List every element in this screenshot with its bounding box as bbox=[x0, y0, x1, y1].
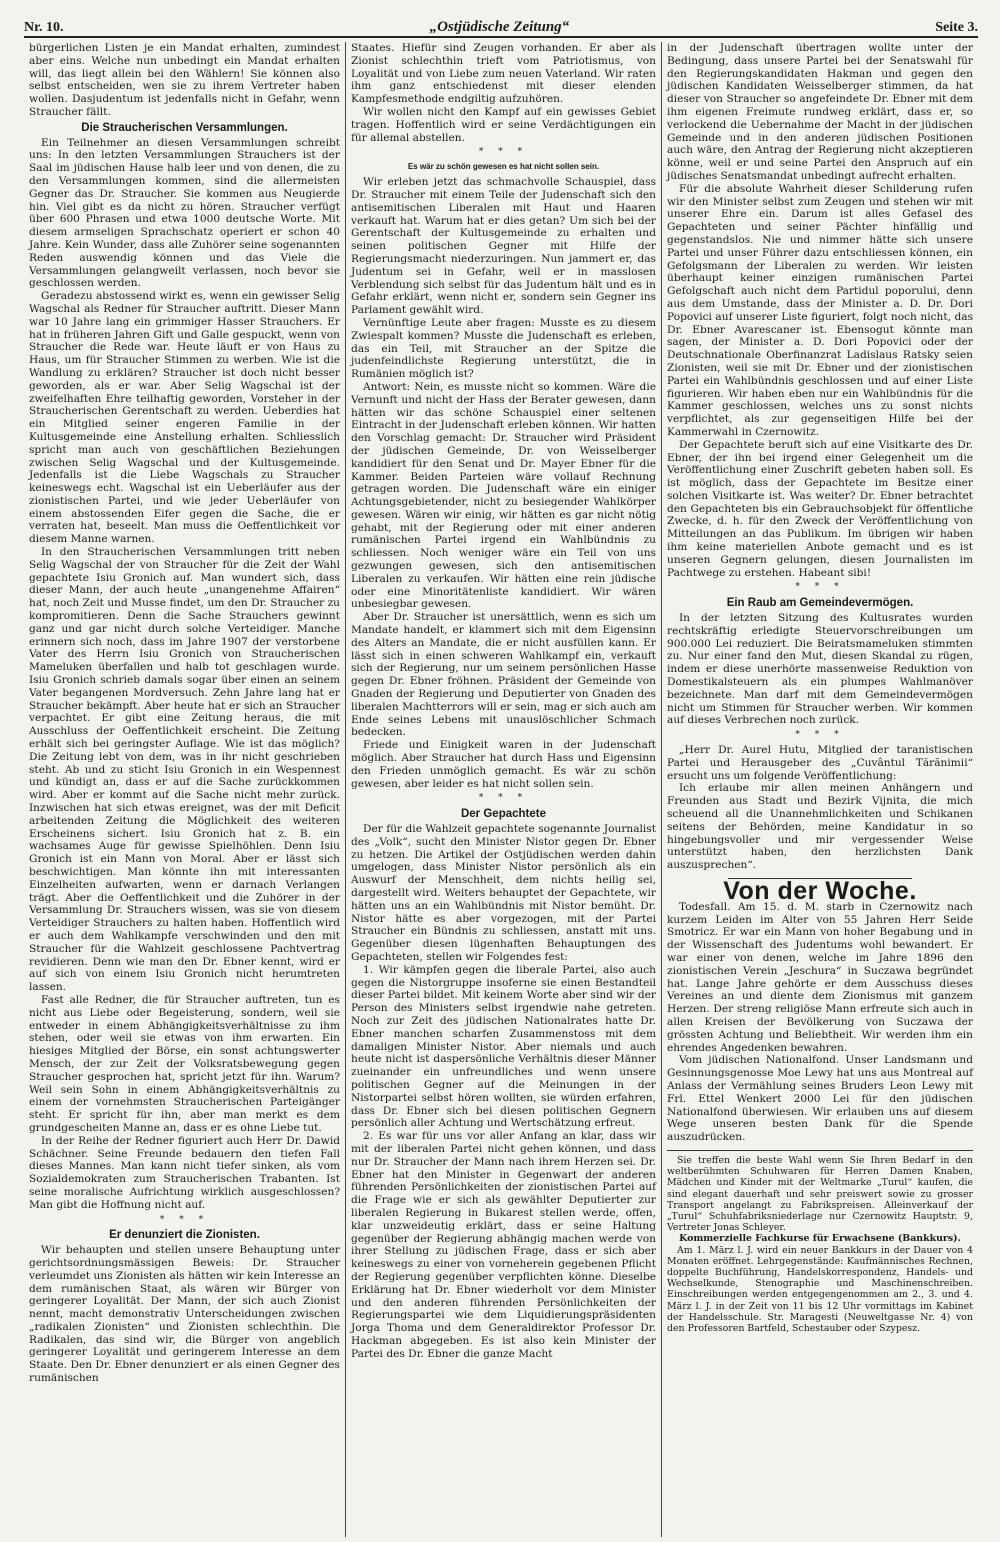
section-divider-stars: * * * bbox=[795, 582, 845, 593]
paragraph: 1. Wir kämpfen gegen die liberale Partei, also auch gegen die Nistorgruppe insoferne sie einen Bestandteil dieser Partei bildet. Mit keinem Worte aber sind wir der Person des Ministers selbst irgendwie nahe getreten. Noch zur Zeit des jüdischen Nationalrates hatte Dr. Ebner manchen scharfen Zusammenstoss mit dem damaligen Minister Nistor. Aber niemals und auch heute nicht ist daspersönliche Verhältnis dieser Männer zueinander ein unfreundliches und wenn unsere politischen Gegner auf die Meinungen in der Nistorpartei selbst hören wollten, sie würden erfahren, dass Dr. Ebner sich bei diesen politischen Gegnern persönlich aller Achtung und Wertschätzung erfreut. bbox=[351, 963, 656, 1130]
section-heading: Die Straucherischen Versammlungen. bbox=[81, 121, 288, 134]
paragraph: Der Gepachtete beruft sich auf eine Visitkarte des Dr. Ebner, der ihn bei irgend einer Gelegenheit um die Veröffentlichung einer Zuschrift gebeten haben soll. Es ist möglich, dass der Gepachtete im Besitze einer solchen Visitkarte ist. Was weiter? Dr. Ebner betrachtet den Gepachteten bis ein Gebrauchsobjekt für öffentliche Zwecke, d. h. für den Zweck der Veröffentlichung von Mitteilungen an das Publikum. Im übrigen wir haben ihm keine materiellen Anbote gemacht und es ist unseren Gegnern gelungen, diesen Journalisten im Pachtwege zu erstehen. Habeant sibi! bbox=[667, 438, 973, 579]
section-divider-stars: * * * bbox=[478, 793, 529, 804]
paragraph: In der Reihe der Redner figuriert auch Herr Dr. Dawid Schächner. Seine Freunde bedauern den tiefen Fall dieses Mannes. Man kann nicht tiefer sinken, als vom Sozialdemokraten zum Straucherischen Trabanten. Ist seine moralische Aufrichtung wirklich ausgeschlossen? Man gibt die Hoffnung nicht auf. bbox=[29, 1134, 340, 1211]
paragraph: „Herr Dr. Aurel Hutu, Mitglied der taranistischen Partei und Herausgeber des „Cuvântul Tărănimii“ ersucht uns um folgende Veröffentlichung: bbox=[667, 744, 973, 782]
page-number: Seite 3. bbox=[935, 20, 978, 35]
section-heading: Er denunziert die Zionisten. bbox=[109, 1229, 260, 1242]
issue-number: Nr. 10. bbox=[24, 20, 64, 35]
paragraph: Friede und Einigkeit waren in der Judenschaft möglich. Aber Straucher hat durch Hass und Eigensinn den Frieden unmöglich gemacht. Es wär zu schön gewesen, aber leider es hat nicht sollen sein. bbox=[351, 739, 656, 790]
paragraph: Fast alle Redner, die für Straucher auftreten, tun es nicht aus Liebe oder Begeisterung, sondern, weil sie entweder in einem Abhängigkeitsverhältnisse zu ihm stehen, oder weil sie etwas von ihm erwarten. Ein hiesiges Mitglied der Börse, ein sonst achtungswerter Mensch, der zur Zeit der Volksratsbewegung gegen Straucher gesprochen hat, spricht jetzt für ihn. Warum? Weil sein Sohn in einem Abhängigkeitsverhältnis zu einem der vornehmsten Straucherischen Parteigänger steht. Er spricht für ihn, aber man merkt es dem grundgescheiten Manne an, dass er es ohne Liebe tut. bbox=[29, 993, 340, 1134]
paragraph: Für die absolute Wahrheit dieser Schilderung rufen wir den Minister selbst zum Zeugen und stehen wir mit unserer Ehre ein. Darum ist alles Gefasel des Gepachteten und seiner Pächter hinfällig und gegenstandslos. Nie und nimmer hätte sich unsere Partei und unser Führer dazu entschliessen können, ein Gefolgsmann der Liberalen zu werden. Wir leisten überhaupt keiner einzigen rumänischen Partei Gefolgschaft auch nicht dem Partidul poporului, denn aus dem Umstande, dass der Minister a. D. Dr. Dori Popovici auf unserer Liste figuriert, folgt noch nicht, das Dr. Ebner Avarescaner ist. Ebensogut könnte man sagen, der Minister a. D. Dori Popovici oder der Deutschnationale Oberfinanzrat Ladislaus Ratsky seien Zionisten, weil sie mit Dr. Ebner und der zionistischen Partei ein Wahlbündnis geschlossen und auf einer Liste figurieren. Wir haben eben nur ein Wahlbündnis für die Kammer geschlossen, welches uns zu sonst nichts verpflichtet, als zur gegenseitigen Hilfe bei der Kammerwahl in Czernowitz. bbox=[667, 182, 973, 438]
advertisement-box bbox=[667, 1150, 973, 1334]
newspaper-title: „Ostjüdische Zeitung“ bbox=[429, 19, 570, 35]
paragraph: bürgerlichen Listen je ein Mandat erhalten, zumindest aber eins. Welche nun unbedingt ein Mandat erhalten will, das liegt allein bei den Wählern! Sie können also selbst entscheiden, wen sie zu ihrem Vertreter haben wollen. Dasjudentum ist jedenfalls nicht in Gefahr, wenn Straucher fällt. bbox=[29, 42, 340, 118]
paragraph: Geradezu abstossend wirkt es, wenn ein gewisser Selig Wagschal als Redner für Straucher auftritt. Dieser Mann war 10 Jahre lang ein grimmiger Hasser Strauchers. Er hat in früheren Jahren Gift und Galle gespuckt, wenn von Straucher die Rede war. Heute läuft er von Haus zu Haus, um für Straucher Stimmen zu werben. Wie ist die Wandlung zu erklären? Straucher ist doch nicht besser geworden, als er war. Aber Selig Wagschal ist der zweifelhaften Ehre teilhaftig geworden, Vorsteher in der Straucherischen Gerentschaft zu werden. Ueberdies hat ein Mitglied seiner engeren Familie in der Kultusgemeinde eine Anstellung erhalten. Schliesslich spricht man auch von geschäftlichen Beziehungen zwischen Selig Wagschal und der Kultusgemeinde. Jedenfalls ist die Liebe Wagschals zu Straucher keineswegs echt. Wagschal ist ein Ueberläufer aus der zionistischen Partei, und wie jeder Ueberläufer von einem abstossenden Eifer gegen die Sache, die er verraten hat, beseelt. Man muss die Oeffentlichkeit vor diesem Manne warnen. bbox=[29, 290, 340, 546]
paragraph: Staates. Hiefür sind Zeugen vorhanden. Er aber als Zionist schlechthin trieft vom Patriotismus, von Loyalität und von Liebe zum neuen Vaterland. Wir raten ihm ganz entschiedenst mit dieser elenden Kampfesmethode endgiltig aufzuhören. bbox=[351, 42, 656, 106]
paragraph: Ein Teilnehmer an diesen Versammlungen schreibt uns: In den letzten Versammlungen Strauchers ist der Saal im jüdischen Hause halb leer und von denen, die zu den Versammlungen kommen, sind die allermeisten Gegner das Dr. Straucher. Sie kommen aus Neugierde hin. Viel gibt es da nicht zu hören. Straucher verfügt über 600 Phrasen und etwa 1000 deutsche Worte. Mit diesem armseligen Sprachschatz operiert er schon 40 Jahre. Kein Wunder, dass alle Zuhörer seine sogenannten Reden auswendig können und das Viele die Versammlungen gelangweilt verlassen, noch bevor sie geschlossen werden. bbox=[29, 136, 340, 290]
paragraph: Wir erleben jetzt das schmachvolle Schauspiel, dass Dr. Straucher mit einem Teile der Judenschaft sich den antisemitischen Liberalen mit Haut und Haaren verkauft hat. Warum hat er dies getan? Um sich bei der Gerentschaft der Kultusgemeinde zu erhalten und seinen politischen Gegner mit Hilfe der Regierungsmacht niederzuringen. Nun jammert er, das Judentum sei in Gefahr, weil er in masslosen Verblendung sich selbst für das Judentum hält und es in Gefahr erklärt, wenn nicht er, sondern sein Gegner ins Parlament gewählt wird. bbox=[351, 176, 656, 317]
paragraph: Vernünftige Leute aber fragen: Musste es zu diesem Zwiespalt kommen? Musste die Judenschaft es erleben, das ein Teil, mit Straucher an der Spitze die judenfeindlichste Regierung unterstützt, die in Rumänien möglich ist? bbox=[351, 316, 656, 381]
paragraph: Wir wollen nicht den Kampf auf ein gewisses Gebiet tragen. Hoffentlich wird er seine Verdächtigungen ein für allemal abstellen. bbox=[351, 105, 656, 144]
section-divider-stars: * * * bbox=[478, 147, 529, 158]
advertisement-text: Am 1. März l. J. wird ein neuer Bankkurs in der Dauer von 4 Monaten eröffnet. Lehrgegenstände: Kaufmännisches Rechnen, doppelte Buchführung, Handelskorrespondenz, Handels- und Wechselkunde, Stenographie und Maschinenschreiben. Einschreibungen werden entgegengenommen am 2., 3. und 4. März l. J. in der Zeit von 11 bis 12 Uhr vormittags im Kabinet der Handelsschule. Str. Maragesti (Neuweltgasse Nr. 4) von den Professoren Bartfeld, Schestauber oder Szypesz. bbox=[667, 1244, 973, 1334]
advertisement-heading: Kommerzielle Fachkurse für Erwachsene (Bankkurs). bbox=[679, 1233, 961, 1245]
paragraph: Vom jüdischen Nationalfond. Unser Landsmann und Gesinnungsgenosse Moe Lewy hat uns aus Montreal auf Anlass der Vermählung seines Bruders Leon Lewy mit Frl. Ettel Wenkert 2000 Lei für den jüdischen Nationalfond überwiesen. Wir erlauben uns auf diesem Wege unseren besten Dank für die Spende auszudrücken. bbox=[667, 1054, 973, 1144]
columns bbox=[24, 42, 978, 1537]
section-divider-stars: * * * bbox=[795, 730, 845, 741]
paragraph: Ich erlaube mir allen meinen Anhängern und Freunden aus Stadt und Bezirk Vijnita, die mich scheuend all die Unannehmlichkeiten und Schikanen seitens der Behörden, meine Kandidatur in so hingebungsvoller und mir vergessender Weise unterstützt haben, den herzlichsten Dank auszusprechen“. bbox=[667, 782, 973, 872]
paragraph: Aber Dr. Straucher ist unersättlich, wenn es sich um Mandate handelt, er klammert sich mit dem Eigensinn des Alters an Mandate, die er nicht ausfüllen kann. Er lässt sich in einen schweren Wahlkampf ein, verkauft sich der Regierung, nur um seinem persönlichen Hasse gegen Dr. Ebner fröhnen. Präsident der Gemeinde von Gnaden der Regierung und Deputierter von Gnaden des liberalen Machtterrors will er sein, mag er sich auch am Ende seines Lebens mit unauslöschlicher Schmach bedecken. bbox=[351, 611, 656, 739]
paragraph: Wir behaupten und stellen unsere Behauptung unter gerichtsordnungsmässigen Beweis: Dr. Straucher verleumdet uns Zionisten als hätten wir kein Interesse an dem rumänischen Staat, als wären wir Bürger von geringerer Loyalität. Der Mann, der sich auch Zionist nennt, macht demonstrativ Unterscheidungen zwischen „radikalen Zionisten“ und Zionisten schlechthin. Die Radikalen, das sind wir, die Bürger von angeblich geringerer Loyalität und geringerem Interesse an dem Staate. Den Dr. Ebner denunziert er als einen Gegner des rumänischen bbox=[29, 1244, 340, 1385]
paragraph: Antwort: Nein, es musste nicht so kommen. Wäre die Vernunft und nicht der Hass der Berater gewesen, dann hätten wir das schöne Schauspiel einer seltenen Eintracht in der Judenschaft erleben können. Wir hatten den Vorschlag gemacht: Dr. Straucher wird Präsident der jüdischen Gemeinde, Dr. von Weisselberger kandidiert für den Senat und Dr. Mayer Ebner für die Kammer. Beiden Parteien wäre vollauf Rechnung getragen worden. Die Judenschaft wäre ein einiger Achtungsgebietender, nicht zu besiegender Wahlkörper gewesen. Wären wir einig, wir hätten es gar nicht nötig gehabt, mit der Regierung oder mit einer anderen rumänischen Partei irgend ein Wahlbündnis zu schliessen. Noch weniger wäre ein Teil von uns gezwungen gewesen, sich den antisemitischen Liberalen zu verkaufen. Wir hätten eine rein jüdische oder eine Minoritätenliste kandidiert. Wir wären unbesiegbar gewesen. bbox=[351, 380, 656, 611]
section-heading: Ein Raub am Gemeindevermögen. bbox=[726, 597, 914, 610]
section-heading: Der Gepachtete bbox=[460, 808, 546, 821]
masthead bbox=[24, 10, 978, 38]
section-title-large: Von der Woche. bbox=[723, 877, 917, 905]
paragraph: In den Straucherischen Versammlungen tritt neben Selig Wagschal der von Straucher für die Zeit der Wahl gepachtete Isiu Gronich auf. Man wundert sich, dass dieser Mann, der auch heute „unangenehme Affairen“ hat, noch Zeit und Musse findet, um den Dr. Straucher zu kompromitieren. Denn die Sache Strauchers gewinnt ganz und gar nicht durch solche Verteidiger. Manche erinnern sich noch, dass im Jahre 1907 der verstorbene Vater des Herrn Isiu Gronich von Straucherischen Mameluken überfallen und halb tot geschlagen wurde. Isiu Gronich schrieb damals sogar über einen an seinem Vater begangenen Mordversuch. Zehn Jahre lang hat er Straucher bekämpft. Aber heute hat er sich an Straucher verpachtet. Er gibt eine Zeitung heraus, die mit Ausschluss der Oeffentlichkeit erscheint. Die Zeitung erhält sich bei geringster Auflage. Wie ist das möglich? Die Zeitung lebt von dem, was in ihr nicht geschrieben steht. Ab und zu sticht Isiu Gronich in ein Wespennest und kündigt an, dass er auf die Sache zurückkommen wird. Aber er kommt auf die Sache nicht mehr zurück. Inzwischen hat sich etwas ereignet, was der mit Deficit arbeitenden Zeitung die Möglichkeit des weiteren Erscheinens sichert. Isiu Gronich hat z. B. ein wachsames Auge für gewisse Spielhöhlen. Denn Isiu Gronich ist ein Mann von Moral. Aber er lässt sich beschwichtigen. Man könnte ihn mit interessanten Einzelheiten aufwarten, wenn er darnach Verlangen trägt. Aber die Oeffentlichkeit und die Zuhörer in der Versammlung Dr. Strauchers wissen, was sie von diesem Verteidiger Strauchers zu halten haben. Hoffentlich wird er auch dem Wahlkampfe verschwinden und den mit Straucher für die Wahlzeit geschlossene Pachtvertrag revidieren. Denn wie man den Dr. Ebner kennt, wird er auf sich von einem Isiu Gronich nicht herumtreten lassen. bbox=[29, 546, 340, 994]
column-2 bbox=[346, 42, 662, 1537]
epigraph-quote: Es wär zu schön gewesen es hat nicht sollen sein. bbox=[407, 162, 600, 172]
column-3 bbox=[662, 42, 978, 1537]
advertisement-text: Sie treffen die beste Wahl wenn Sie Ihren Bedarf in den weltberühmten Schuhwaren für Herren Damen Knaben, Mädchen und Kinder mit der Weltmarke „Turul“ kaufen, die sind elegant dauerhaft und sehr preiswert sowie zu grosser Transport angelangt zu Fabrikspreisen. Alleinverkauf der „Turul“ Schuhfabriksniederlage nur Czernowitz Hauptstr. 9, Vertreter Jonas Schleyer. bbox=[667, 1154, 973, 1234]
paragraph: 2. Es war für uns vor aller Anfang an klar, dass wir mit der liberalen Partei nicht gehen können, und dass nur Dr. Straucher der Mann nach ihrem Herzen sei. Dr. Ebner hat den Minister in Gegenwart der anderen führenden Persönlichkeiten der zionistischen Partei auf die Frage wie er sich als gewählter Deputierter zur liberalen Regierung in Bukarest stellen werde, offen, klar unzweideutig erklärt, dass er seine Haltung gegenüber der Regierung abhängig machen werde von ihrer Stellung zu jüdischen Frage, dass er sich aber keineswegs zu einer von vorneherein gegebenen Pflicht der Regierung gegenüber verpflichten könne. Dieselbe Erklärung hat Dr. Ebner wiederholt vor dem Minister und den anderen führenden Persönlichkeiten der Regierungspartei wie dem Liquidierungspräsidenten Jorga Thoma und dem Generaldirektor Professor Dr. Hackman abgegeben. Es ist also kein Minister der Partei des Dr. Ebner die ganze Macht bbox=[351, 1130, 656, 1360]
paragraph: Todesfall. Am 15. d. M. starb in Czernowitz nach kurzem Leiden im Alter von 55 Jahren Herr Seide Smotricz. Er war ein Mann von hoher Begabung und in der Wissenschaft des Judentums wohl bewandert. Er war einer von denen, welche im Jahre 1896 den zionistischen Verein „Jeschura“ in Suczawa begründet hat. Lange Jahre gehörte er dem Ausschuss dieses Vereines an und diente dem Zionismus mit ganzem Herzen. Der streng religiöse Mann erfreute sich auch in allen Kreisen der Bevölkerung von Suczawa der grössten Achtung und Beliebtheit. Wir werden ihm ein ehrendes Angedenken bewahren. bbox=[667, 900, 973, 1054]
paragraph: Der für die Wahlzeit gepachtete sogenannte Journalist des „Volk“, sucht den Minister Nistor gegen Dr. Ebner zu hetzen. Die Artikel der Ostjüdischen werden dahin umgelogen, dass Minister Nistor persönlich als ein Auswurf der Menschheit, dem nichts heilig sei, dargestellt wird. Weiters behauptet der Gepachtete, wir hätten uns an ein Wahlbündnis mit Nistor bemüht. Dr. Nistor hätte es aber vorgezogen, mit der Partei Straucher ein Bündnis zu schliessen, anstatt mit uns. Gegenüber diesen lügenhaften Behauptungen des Gepachteten, stellen wir Folgendes fest: bbox=[351, 823, 656, 963]
column-1 bbox=[24, 42, 346, 1537]
paragraph: in der Judenschaft übertragen wollte unter der Bedingung, dass unsere Partei bei der Senatswahl für den Regierungskandidaten Hakman und gegen den jüdischen Kandidaten Weisselberger stimmen, da hat dieser von Straucher so angefeindete Dr. Ebner mit dem ihm eigenen Freimute rundweg erklärt, dass er, so verlockend die Uebernahme der Macht in der jüdischen Gemeinde und in den anderen jüdischen Positionen auch wäre, den Antrag der Regierung nicht akzeptieren könne, weil er und seine Partei den Anspruch auf ein jüdisches Senatsmandat unbedingt aufrecht erhalten. bbox=[667, 42, 973, 182]
paragraph: In der letzten Sitzung des Kultusrates wurden rechtskräftig erledigte Steuervorschreibungen um 900.000 Lei reduziert. Die Beiratsmameluken stimmten zu. Nur einer fand den Mut, diesen Skandal zu rügen, indem er diese unerhörte massenweise Reduktion von Domestikalsteuern als ein plumpes Wahlmanöver bezeichnete. Man darf mit dem Gemeindevermögen nicht um Stimmen für Straucher werben. Wir kommen auf dieses Verbrechen noch zurück. bbox=[667, 612, 973, 727]
section-divider-stars: * * * bbox=[159, 1214, 210, 1225]
